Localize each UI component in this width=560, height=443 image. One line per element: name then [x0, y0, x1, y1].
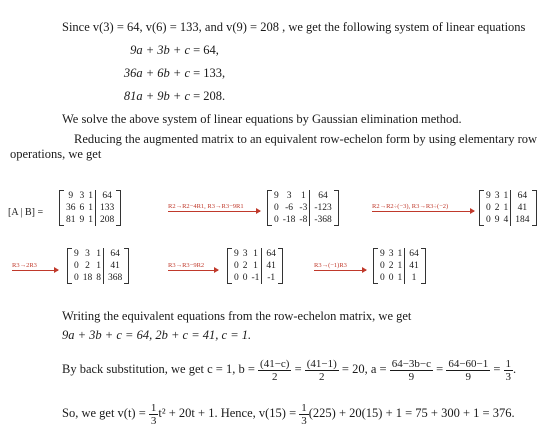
matrix-cell: 9: [274, 191, 279, 201]
matrix-cell: 1: [503, 203, 509, 213]
matrix-cell: 41: [262, 260, 278, 272]
matrix-cell: -1: [262, 272, 278, 284]
equivalent-equations: 9a + 3b + c = 64, 2b + c = 41, c = 1.: [62, 328, 252, 342]
period: .: [513, 362, 517, 376]
matrix-cell: -8: [299, 215, 308, 225]
matrix-cell: 9: [79, 215, 85, 225]
matrix-cell: -368: [310, 214, 334, 226]
matrix-cell: 1: [96, 249, 101, 259]
equation-1-rhs: = 64,: [193, 43, 219, 57]
fraction-b-expr: $\frac{(41-c)}{2}$: [260, 357, 290, 383]
matrix-cell: 4: [503, 215, 509, 225]
matrix-cell: 0: [380, 261, 385, 271]
matrix-cell: 18: [82, 273, 93, 283]
matrix-cell: 1: [301, 191, 306, 201]
matrix-cell: 1: [503, 191, 509, 201]
matrix-1: [64, 190, 116, 226]
final-result: [62, 400, 515, 427]
matrix-cell: 81: [66, 215, 76, 225]
matrix-cell: 1: [96, 261, 101, 271]
matrix-cell: 1: [397, 249, 403, 259]
matrix-cell: -18: [282, 215, 296, 225]
matrix-cell: -3: [299, 203, 308, 213]
matrix-cell: 9: [74, 249, 79, 259]
matrix-4: [72, 248, 124, 284]
matrix-label: [A | B] =: [8, 207, 44, 218]
equation-2-lhs: 36a + 6b + c: [123, 66, 190, 80]
matrix-cell: 64: [262, 248, 278, 260]
matrix-cell: 64: [310, 190, 334, 202]
matrix-cell: 1: [253, 249, 258, 259]
matrix-cell: 64: [405, 248, 421, 260]
matrix-cell: 368: [104, 272, 125, 284]
matrix-5: [232, 248, 278, 284]
reduce-text-2: operations, we get: [10, 147, 102, 161]
writing-text: Writing the equivalent equations from the row-echelon matrix, we get: [62, 309, 412, 323]
matrix-cell: 0: [388, 273, 394, 283]
matrix-cell: 2: [388, 261, 394, 271]
fraction-one-third: $\frac{1}{3}$: [150, 401, 157, 427]
back-sub-mid: = 20, a =: [341, 362, 387, 376]
matrix-cell: -1: [251, 273, 260, 283]
matrix-cell: 3: [85, 249, 90, 259]
matrix-cell: 2: [85, 261, 90, 271]
matrix-cell: 9: [68, 191, 74, 201]
matrix-cell: 1: [88, 203, 93, 213]
operation-arrow-1: R2→R2−4R1, R3→R3−9R1: [168, 203, 260, 212]
fraction-a-result: $\frac{1}{3}$: [505, 357, 512, 383]
matrix-6: [378, 248, 421, 284]
matrix-2: [272, 190, 334, 226]
final-end: (225) + 20(15) + 1 = 75 + 300 + 1 = 376.: [308, 406, 515, 420]
final-mid: t² + 20t + 1. Hence, v(15) =: [158, 406, 297, 420]
matrix-cell: 3: [286, 191, 292, 201]
matrix-cell: 36: [66, 203, 76, 213]
matrix-cell: 9: [234, 249, 239, 259]
matrix-cell: 64: [511, 190, 532, 202]
matrix-cell: 0: [234, 261, 239, 271]
equation-1-lhs: 9a + 3b + c: [130, 43, 190, 57]
matrix-cell: 41: [104, 260, 125, 272]
matrix-cell: 1: [397, 273, 403, 283]
equals: =: [436, 362, 444, 376]
matrix-cell: -6: [285, 203, 294, 213]
equals: =: [294, 362, 302, 376]
matrix-cell: 0: [74, 261, 79, 271]
equals: =: [493, 362, 501, 376]
matrix-cell: 0: [274, 203, 279, 213]
matrix-cell: 9: [380, 249, 385, 259]
matrix-cell: 3: [494, 191, 500, 201]
matrix-cell: 133: [96, 202, 117, 214]
matrix-cell: 3: [242, 249, 248, 259]
matrix-cell: 2: [242, 261, 248, 271]
fraction-b-value: $\frac{(41-1)}{2}$: [306, 357, 337, 383]
fraction-a-value: $\frac{64-60-1}{9}$: [448, 357, 489, 383]
matrix-cell: 41: [405, 260, 421, 272]
operation-arrow-5: R3→(−1)R3: [314, 262, 366, 271]
matrix-cell: 1: [88, 191, 93, 201]
matrix-cell: 1: [405, 272, 421, 284]
operation-arrow-3: R3→2R3: [12, 262, 58, 271]
matrix-cell: 64: [104, 248, 125, 260]
matrix-cell: 8: [96, 273, 101, 283]
back-sub-prefix: By back substitution, we get c = 1, b =: [62, 362, 255, 376]
matrix-cell: 0: [74, 273, 79, 283]
equation-2-rhs: = 133,: [193, 66, 226, 80]
matrix-cell: 41: [511, 202, 532, 214]
fraction-a-expr: $\frac{64-3b-c}{9}$: [391, 357, 431, 383]
matrix-cell: 3: [79, 191, 85, 201]
matrix-cell: 1: [397, 261, 403, 271]
equation-1: [72, 43, 219, 58]
matrix-cell: 0: [242, 273, 248, 283]
matrix-cell: 64: [96, 190, 117, 202]
intro-text: Since v(3) = 64, v(6) = 133, and v(9) = 208 , we get the following system of linear equations: [62, 20, 526, 34]
equation-2: [72, 66, 225, 81]
matrix-cell: 2: [494, 203, 500, 213]
back-substitution: [62, 356, 516, 383]
matrix-cell: 0: [486, 215, 491, 225]
matrix-cell: 1: [253, 261, 258, 271]
matrix-cell: -123: [310, 202, 334, 214]
fraction-one-third-2: $\frac{1}{3}$: [301, 401, 307, 427]
matrix-cell: 3: [388, 249, 394, 259]
solve-text: We solve the above system of linear equations by Gaussian elimination method.: [62, 112, 462, 126]
matrix-3: [484, 190, 532, 226]
matrix-cell: 0: [274, 215, 279, 225]
matrix-cell: 0: [380, 273, 385, 283]
matrix-cell: 0: [486, 203, 491, 213]
matrix-cell: 6: [79, 203, 85, 213]
equation-3-rhs: = 208.: [193, 89, 226, 103]
operation-arrow-4: R3→R3−9R2: [168, 262, 218, 271]
final-prefix: So, we get v(t) =: [62, 406, 146, 420]
matrix-cell: 0: [234, 273, 239, 283]
operation-arrow-2: R2→R2÷(−3), R3→R3÷(−2): [372, 203, 474, 212]
matrix-cell: 184: [511, 214, 532, 226]
matrix-cell: 9: [486, 191, 491, 201]
matrix-cell: 9: [494, 215, 500, 225]
matrix-cell: 208: [96, 214, 117, 226]
equation-3-lhs: 81a + 9b + c: [123, 89, 190, 103]
equation-3: [72, 89, 225, 104]
matrix-cell: 1: [88, 215, 93, 225]
reduce-text-1: Reducing the augmented matrix to an equivalent row-echelon form by using elementary row: [74, 132, 538, 146]
